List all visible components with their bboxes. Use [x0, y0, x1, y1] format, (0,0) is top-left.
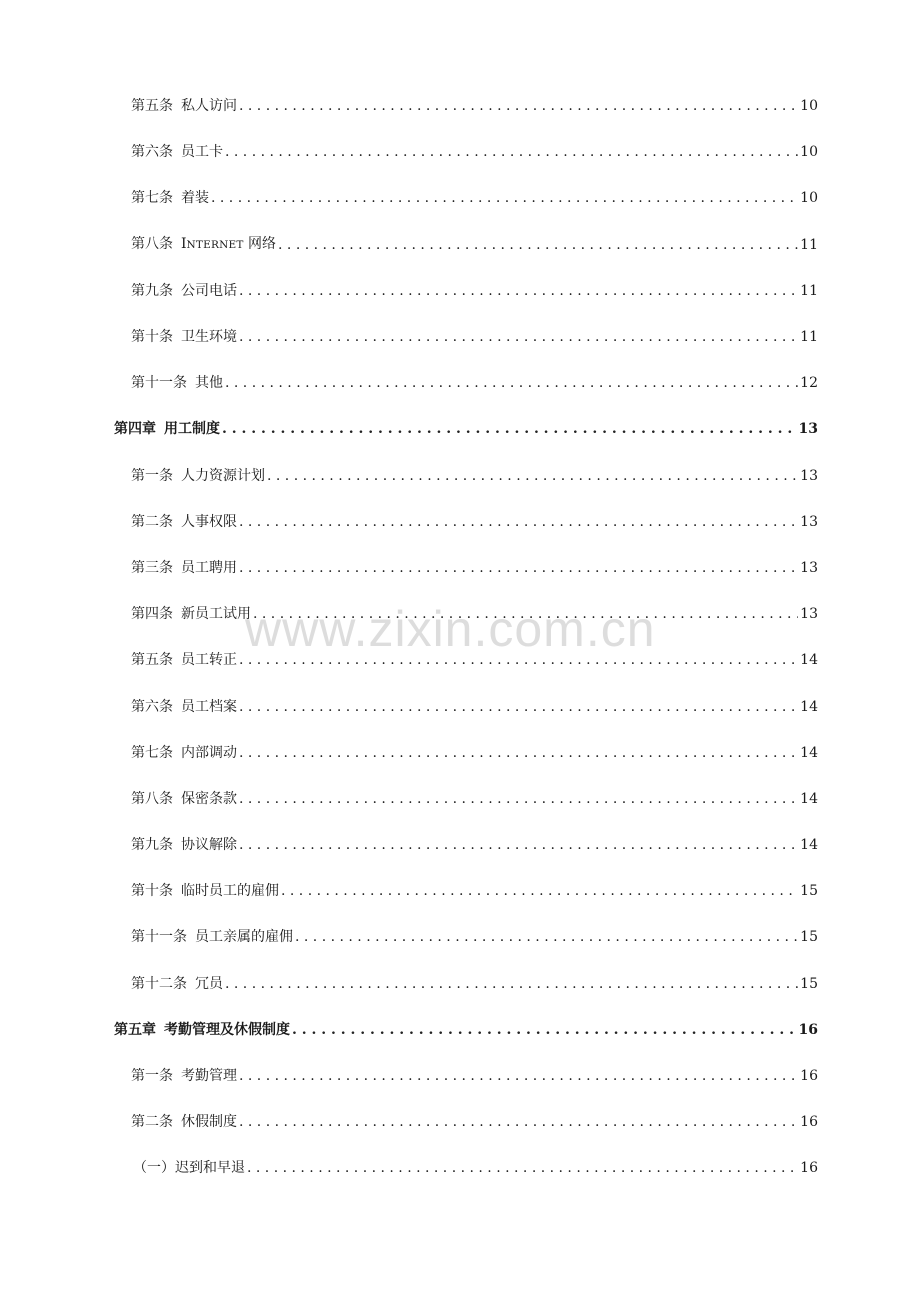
toc-entry-number: 第十条 [131, 329, 173, 346]
toc-page-number: 14 [800, 744, 818, 761]
toc-dot-leader [295, 927, 798, 947]
toc-entry-label [131, 96, 237, 116]
toc-page-number: 14 [800, 790, 818, 807]
toc-dot-leader [267, 466, 798, 486]
toc-entry-title: 考勤管理及休假制度 [164, 1021, 290, 1038]
toc-entry-title: 新员工试用 [181, 606, 251, 623]
toc-entry-number: 第四条 [131, 606, 173, 623]
toc-entry[interactable] [0, 360, 920, 406]
toc-entry[interactable] [0, 591, 920, 637]
toc-dot-leader [239, 789, 798, 809]
toc-page-number: 13 [798, 421, 818, 438]
toc-entry-number: 第六条 [131, 144, 173, 161]
toc-page-number: 13 [800, 513, 818, 530]
toc-entry-title: 员工卡 [181, 144, 223, 161]
toc-entry[interactable] [0, 1053, 920, 1099]
toc-dot-leader [281, 881, 798, 901]
toc-entry-number: 第五章 [114, 1021, 156, 1038]
toc-entry[interactable] [0, 222, 920, 268]
toc-page-number: 15 [800, 975, 818, 992]
toc-entry-number: 第七条 [131, 190, 173, 207]
toc-entry-label [131, 743, 237, 763]
toc-dot-leader [239, 743, 798, 763]
toc-entry-title: 公司电话 [181, 282, 237, 299]
toc-entry-label [131, 974, 223, 994]
toc-entry-number: 第九条 [131, 282, 173, 299]
toc-entry[interactable] [0, 776, 920, 822]
toc-entry-number: 第十二条 [131, 975, 187, 992]
toc-page-number: 16 [800, 1068, 818, 1085]
toc-entry-number: 第七条 [131, 744, 173, 761]
toc-entry-title: 用工制度 [164, 421, 220, 438]
toc-dot-leader [278, 235, 798, 255]
toc-entry-title: 着装 [181, 190, 209, 207]
toc-page-number: 15 [800, 929, 818, 946]
toc-entry-title: 员工转正 [181, 652, 237, 669]
toc-entry[interactable] [0, 961, 920, 1007]
toc-page-number: 13 [800, 606, 818, 623]
toc-dot-leader [239, 327, 798, 347]
toc-dot-leader [239, 512, 798, 532]
toc-entry-number: 第八条 [131, 790, 173, 807]
toc-entry-label [131, 697, 237, 717]
toc-dot-leader [253, 604, 798, 624]
toc-chapter-entry[interactable] [0, 1007, 920, 1053]
toc-entry[interactable] [0, 268, 920, 314]
toc-dot-leader [239, 1066, 798, 1086]
toc-dot-leader [211, 188, 798, 208]
toc-entry-title: 保密条款 [181, 790, 237, 807]
toc-entry[interactable] [0, 453, 920, 499]
toc-entry-title-suffix: 网络 [243, 236, 277, 253]
toc-entry-title: 内部调动 [181, 744, 237, 761]
toc-page-number: 14 [800, 652, 818, 669]
toc-entry[interactable] [0, 914, 920, 960]
toc-entry[interactable] [0, 637, 920, 683]
toc-dot-leader [225, 974, 798, 994]
toc-entry-label [131, 558, 237, 578]
toc-entry-label [131, 927, 293, 947]
table-of-contents [0, 83, 920, 1192]
toc-entry-number: 第二条 [131, 1114, 173, 1131]
toc-entry-number: 第一条 [131, 467, 173, 484]
toc-entry-label [131, 466, 265, 486]
toc-entry-title: 冗员 [195, 975, 223, 992]
toc-entry[interactable] [0, 314, 920, 360]
toc-entry-title-smallcaps: NTERNET [186, 239, 244, 252]
toc-entry-number: 第十条 [131, 883, 173, 900]
toc-entry-label [131, 604, 251, 624]
toc-page-number: 11 [800, 282, 818, 299]
toc-dot-leader [239, 1112, 798, 1132]
toc-dot-leader [239, 650, 798, 670]
toc-entry-label [131, 188, 209, 208]
toc-entry[interactable] [0, 1145, 920, 1191]
toc-dot-leader [239, 96, 798, 116]
toc-entry[interactable] [0, 83, 920, 129]
toc-entry-label [114, 1020, 290, 1040]
toc-entry-number: （一） [133, 1160, 175, 1177]
toc-page-number: 16 [800, 1160, 818, 1177]
toc-entry-label [131, 234, 276, 255]
toc-entry-title: 协议解除 [181, 837, 237, 854]
toc-entry[interactable] [0, 822, 920, 868]
toc-entry-title: 迟到和早退 [175, 1160, 245, 1177]
toc-page-number: 14 [800, 698, 818, 715]
toc-entry-label [131, 281, 237, 301]
toc-entry-label [131, 881, 279, 901]
toc-entry[interactable] [0, 499, 920, 545]
toc-page-number: 11 [800, 329, 818, 346]
toc-dot-leader [247, 1158, 798, 1178]
toc-page-number: 15 [800, 883, 818, 900]
toc-entry-number: 第三条 [131, 559, 173, 576]
toc-entry-title: 员工档案 [181, 698, 237, 715]
toc-entry-label [131, 327, 237, 347]
toc-entry-title: 私人访问 [181, 98, 237, 115]
toc-entry-title: 其他 [195, 375, 223, 392]
toc-dot-leader [222, 419, 797, 439]
toc-page-number: 16 [800, 1114, 818, 1131]
toc-page-number: 11 [800, 236, 818, 253]
toc-entry[interactable] [0, 129, 920, 175]
toc-entry[interactable] [0, 1099, 920, 1145]
toc-dot-leader [225, 373, 798, 393]
toc-entry[interactable] [0, 175, 920, 221]
toc-entry-title: 休假制度 [181, 1114, 237, 1131]
toc-entry-number: 第一条 [131, 1068, 173, 1085]
toc-entry-label [131, 142, 223, 162]
toc-page-number: 16 [798, 1021, 818, 1038]
toc-dot-leader [239, 558, 798, 578]
toc-entry[interactable] [0, 545, 920, 591]
toc-entry[interactable] [0, 868, 920, 914]
toc-entry-label [131, 512, 237, 532]
watermark: www.zixin.com.cn [245, 601, 656, 657]
toc-entry-label [131, 1112, 237, 1132]
toc-entry-title: 临时员工的雇佣 [181, 883, 279, 900]
toc-entry-number: 第五条 [131, 98, 173, 115]
toc-page-number: 10 [800, 144, 818, 161]
toc-dot-leader [239, 697, 798, 717]
toc-entry-title: 人力资源计划 [181, 467, 265, 484]
toc-entry-title: 卫生环境 [181, 329, 237, 346]
toc-entry-label [131, 789, 237, 809]
toc-page-number: 13 [800, 559, 818, 576]
toc-entry-number: 第二条 [131, 513, 173, 530]
toc-dot-leader [225, 142, 798, 162]
toc-entry-title: 员工聘用 [181, 559, 237, 576]
toc-entry-number: 第四章 [114, 421, 156, 438]
toc-entry-number: 第五条 [131, 652, 173, 669]
toc-dot-leader [239, 835, 798, 855]
toc-dot-leader [292, 1020, 797, 1040]
toc-entry-number: 第八条 [131, 236, 173, 253]
toc-page-number: 10 [800, 98, 818, 115]
toc-entry-label [131, 373, 223, 393]
toc-entry-label [131, 1066, 237, 1086]
toc-chapter-entry[interactable] [0, 406, 920, 452]
toc-entry-title: 人事权限 [181, 513, 237, 530]
toc-page-number: 13 [800, 467, 818, 484]
toc-entry-label [114, 419, 220, 439]
toc-page-number: 10 [800, 190, 818, 207]
toc-page-number: 14 [800, 837, 818, 854]
toc-entry-label [131, 835, 237, 855]
toc-entry-title-prefix: I [181, 236, 187, 253]
toc-entry-number: 第十一条 [131, 375, 187, 392]
toc-entry-label [133, 1158, 245, 1178]
toc-entry[interactable] [0, 683, 920, 729]
toc-page-number: 12 [800, 375, 818, 392]
toc-entry-label [131, 650, 237, 670]
toc-entry-number: 第九条 [131, 837, 173, 854]
toc-entry[interactable] [0, 730, 920, 776]
toc-dot-leader [239, 281, 798, 301]
toc-entry-number: 第六条 [131, 698, 173, 715]
toc-entry-number: 第十一条 [131, 929, 187, 946]
toc-entry-title: 考勤管理 [181, 1068, 237, 1085]
toc-entry-title: 员工亲属的雇佣 [195, 929, 293, 946]
